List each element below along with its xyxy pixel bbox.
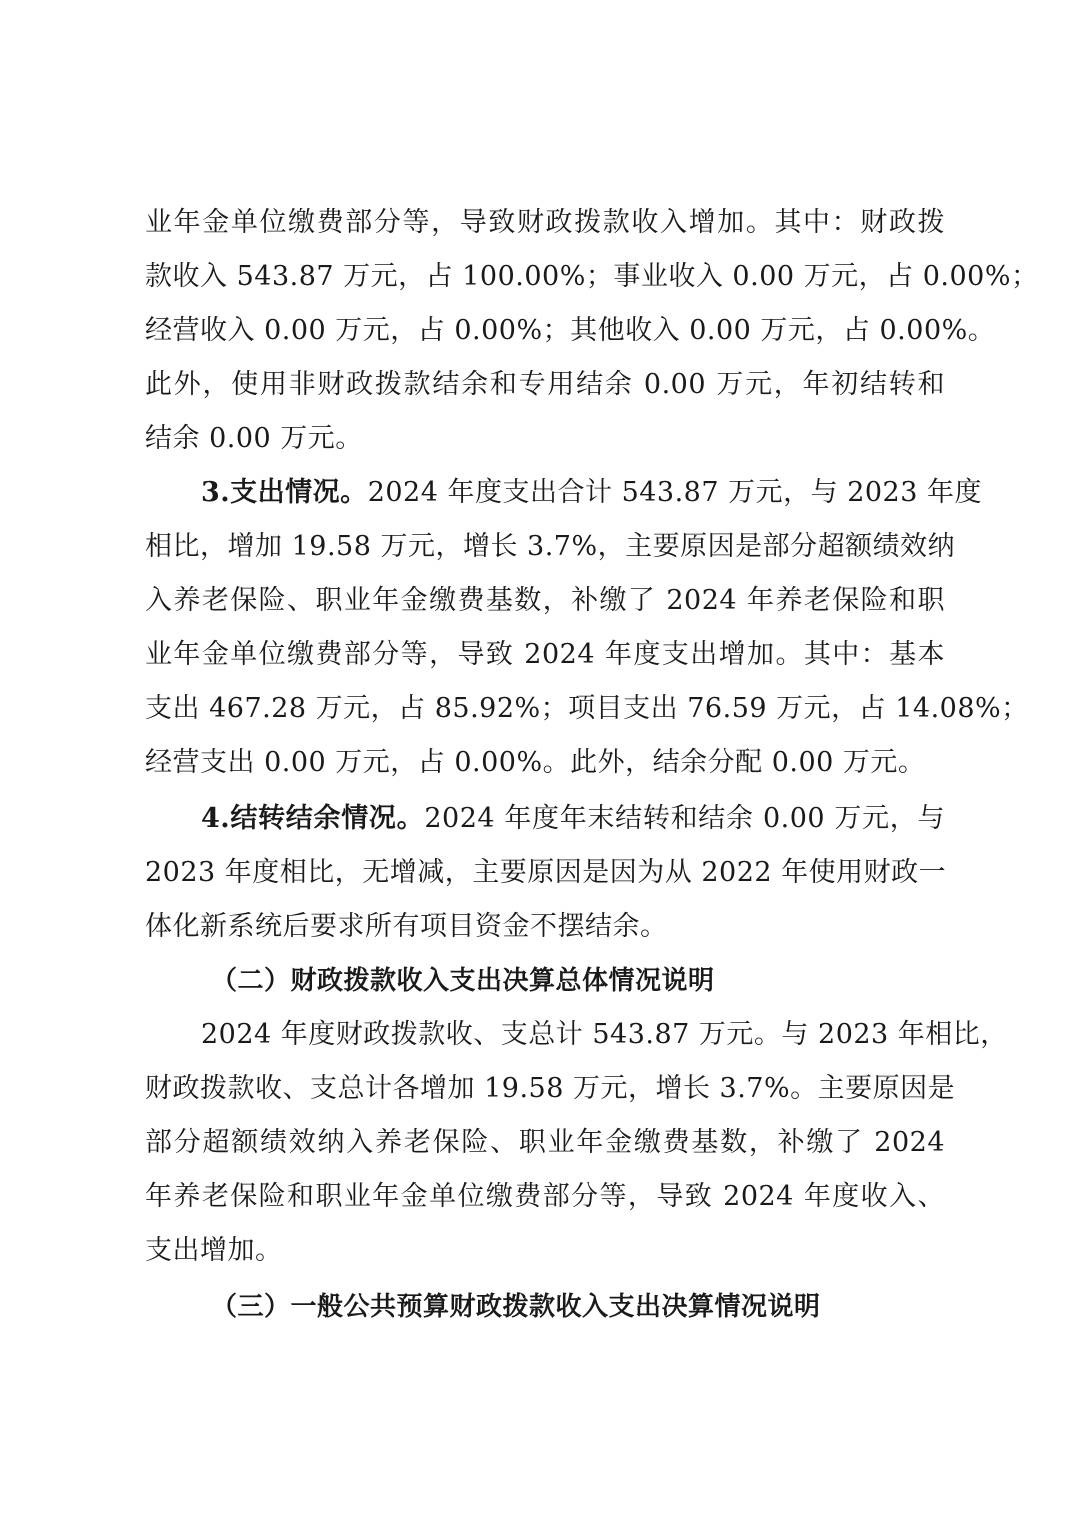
text-line <box>201 792 945 846</box>
section-lead-carryover: 4.结转结余情况。 <box>201 803 425 834</box>
text-line: 入养老保险、职业年金缴费基数，补缴了 2024 年养老保险和职 <box>145 585 945 616</box>
text-line: 相比，增加 19.58 万元，增长 3.7%，主要原因是部分超额绩效纳 <box>145 531 956 562</box>
text-line: 部分超额绩效纳入养老保险、职业年金缴费基数，补缴了 2024 <box>145 1127 945 1158</box>
text-line: 经营收入 0.00 万元，占 0.00%；其他收入 0.00 万元，占 0.00%。 <box>145 315 996 346</box>
text-line: 此外，使用非财政拨款结余和专用结余 0.00 万元，年初结转和 <box>145 369 945 400</box>
text-span: 2024 年度年末结转和结余 0.00 万元，与 <box>424 803 946 834</box>
text-line: 财政拨款收、支总计各增加 19.58 万元，增长 3.7%。主要原因是 <box>145 1073 956 1104</box>
text-line: 款收入 543.87 万元，占 100.00%；事业收入 0.00 万元，占 0.00%； <box>145 261 1039 292</box>
section-heading-2: （二）财政拨款收入支出决算总体情况说明 <box>211 966 715 996</box>
text-span: 2024 年度支出合计 543.87 万元，与 2023 年度 <box>367 477 982 508</box>
text-line: 年养老保险和职业年金单位缴费部分等，导致 2024 年度收入、 <box>145 1181 945 1212</box>
text-line: 支出增加。 <box>145 1235 283 1266</box>
text-line: 业年金单位缴费部分等，导致 2024 年度支出增加。其中：基本 <box>145 639 945 670</box>
section-heading-3: （三）一般公共预算财政拨款收入支出决算情况说明 <box>211 1292 821 1322</box>
text-line: 结余 0.00 万元。 <box>145 423 363 454</box>
text-line: 经营支出 0.00 万元，占 0.00%。此外，结余分配 0.00 万元。 <box>145 747 926 778</box>
text-line: 支出 467.28 万元，占 85.92%；项目支出 76.59 万元，占 14.08%； <box>145 693 1029 724</box>
text-line <box>201 466 982 520</box>
text-line: 2023 年度相比，无增减，主要原因是因为从 2022 年使用财政一 <box>145 857 947 888</box>
text-line: 2024 年度财政拨款收、支总计 543.87 万元。与 2023 年相比， <box>201 1019 1008 1050</box>
section-lead-expenditure: 3.支出情况。 <box>201 477 368 508</box>
text-line: 业年金单位缴费部分等，导致财政拨款收入增加。其中：财政拨 <box>145 207 945 238</box>
text-line: 体化新系统后要求所有项目资金不摆结余。 <box>145 911 668 942</box>
